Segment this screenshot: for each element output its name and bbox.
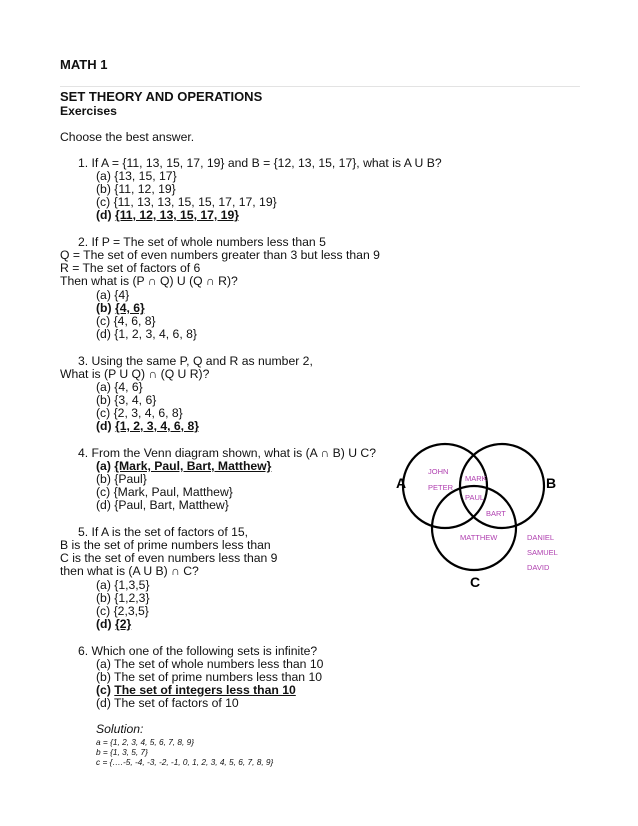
name-mark: MARK [465,474,487,483]
q5-line-2: B is the set of prime numbers less than [60,538,271,552]
header-divider [60,86,580,87]
q3-option-b: (b) {3, 4, 6} [96,393,157,407]
q6-option-d: (d) The set of factors of 10 [96,696,239,710]
q6-option-b: (b) The set of prime numbers less than 10 [96,670,323,684]
q4-option-b: (b) {Paul} [96,472,147,486]
q1-option-b: (b) {11, 12, 19} [96,182,176,196]
q3-line-2: What is (P U Q) ∩ (Q U R)? [60,367,210,381]
q2-option-d: (d) {1, 2, 3, 4, 6, 8} [96,327,197,341]
q2-line-2: Q = The set of even numbers greater than 3 but less than 9 [60,248,380,262]
q2-option-b: (b) {4, 6} [96,301,145,315]
q6-stem: 6. Which one of the following sets is infinite? [78,644,318,658]
q6-option-a: (a) The set of whole numbers less than 10 [96,657,324,671]
name-bart: BART [486,509,506,518]
q2-line-4: Then what is (P ∩ Q) U (Q ∩ R)? [60,274,238,288]
q5-line-3: C is the set of even numbers less than 9 [60,551,278,565]
section-subtitle: Exercises [60,104,117,118]
name-samuel: SAMUEL [527,548,558,557]
name-daniel: DANIEL [527,533,555,542]
name-matthew: MATTHEW [460,533,498,542]
q5-line-4: then what is (A U B) ∩ C? [60,564,199,578]
solution-label: Solution: [96,722,144,736]
solution-set-b: b = {1, 3, 5, 7} [96,747,148,757]
q1-answer: {11, 12, 13, 15, 17, 19} [114,208,239,222]
q4-option-a: (a) {Mark, Paul, Bart, Matthew} [96,459,272,473]
name-paul: PAUL [465,493,485,502]
q3-answer: {1, 2, 3, 4, 6, 8} [114,419,199,433]
name-john: JOHN [428,467,449,476]
q4-stem: 4. From the Venn diagram shown, what is (A ∩ B) U C? [78,446,376,460]
q3-option-d: (d) {1, 2, 3, 4, 6, 8} [96,419,199,433]
q1-option-d: (d) {11, 12, 13, 15, 17, 19} [96,208,239,222]
section-title: SET THEORY AND OPERATIONS [60,89,263,104]
q6-option-c: (c) The set of integers less than 10 [96,683,296,697]
q2-stem: 2. If P = The set of whole numbers less than 5 [78,235,326,249]
q4-option-d: (d) {Paul, Bart, Matthew} [96,498,229,512]
solution-set-a: a = {1, 2, 3, 4, 5, 6, 7, 8, 9} [96,737,195,747]
q4-answer: {Mark, Paul, Bart, Matthew} [114,459,272,473]
name-david: DAVID [527,563,550,572]
course-title: MATH 1 [60,57,108,72]
q3-stem: 3. Using the same P, Q and R as number 2, [78,354,313,368]
q5-option-c: (c) {2,3,5} [96,604,149,618]
solution-set-c: c = {….-5, -4, -3, -2, -1, 0, 1, 2, 3, 4, 5, 6, 7, 8, 9} [96,757,274,767]
q5-answer: {2} [114,617,132,631]
label-set-a: A [396,475,407,491]
q5-option-a: (a) {1,3,5} [96,578,150,592]
q5-option-d: (d) {2} [96,617,132,631]
q2-answer: {4, 6} [114,301,145,315]
q5-option-b: (b) {1,2,3} [96,591,150,605]
q3-option-a: (a) {4, 6} [96,380,143,394]
q2-option-a: (a) {4} [96,288,130,302]
q5-stem: 5. If A is the set of factors of 15, [78,525,249,539]
name-peter: PETER [428,483,454,492]
q3-option-c: (c) {2, 3, 4, 6, 8} [96,406,183,420]
label-set-c: C [470,574,481,590]
q6-answer: The set of integers less than 10 [114,683,296,697]
q2-option-c: (c) {4, 6, 8} [96,314,156,328]
q1-stem: 1. If A = {11, 13, 15, 17, 19} and B = {12, 13, 15, 17}, what is A U B? [78,156,442,170]
q1-option-a: (a) {13, 15, 17} [96,169,177,183]
q1-option-c: (c) {11, 13, 13, 15, 15, 17, 17, 19} [96,195,277,209]
q4-option-c: (c) {Mark, Paul, Matthew} [96,485,233,499]
label-set-b: B [546,475,557,491]
q2-line-3: R = The set of factors of 6 [60,261,201,275]
instructions: Choose the best answer. [60,130,195,144]
venn-diagram [388,436,588,596]
